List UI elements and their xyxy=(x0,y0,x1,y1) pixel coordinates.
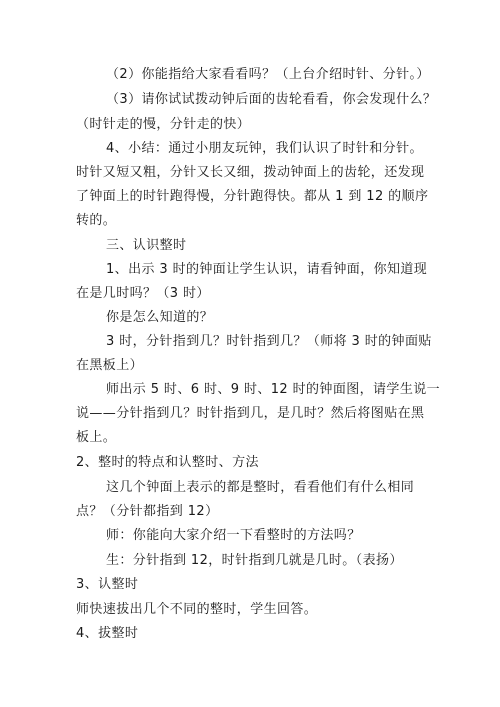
text-line-12: 3 时，分针指到几？时针指到几？（师将 3 时的钟面贴 xyxy=(106,334,432,349)
text-line-18: 这几个钟面上表示的都是整时，看看他们有什么相同 xyxy=(106,480,415,495)
text-line-5: 时针又短又粗，分针又长又细，拨动钟面上的齿轮，还发现 xyxy=(76,165,425,180)
text-line-16: 板上。 xyxy=(76,430,117,445)
text-line-4: 4、小结：通过小朋友玩钟，我们认识了时针和分针。 xyxy=(106,141,423,156)
text-line-11: 你是怎么知道的？ xyxy=(106,310,214,325)
text-line-10: 在是几时吗？（3 时） xyxy=(76,286,210,301)
text-line-21: 生：分针指到 12，时针指到几就是几时。（表扬） xyxy=(106,553,403,568)
text-line-23: 师快速拔出几个不同的整时，学生回答。 xyxy=(76,602,318,617)
text-line-13: 在黑板上） xyxy=(76,358,144,373)
text-line-6: 了钟面上的时针跑得慢，分针跑得快。都从 1 到 12 的顺序 xyxy=(76,189,429,204)
text-line-24: 4、拔整时 xyxy=(76,626,139,641)
text-line-22: 3、认整时 xyxy=(76,577,139,592)
text-line-17: 2、整时的特点和认整时、方法 xyxy=(76,455,259,470)
section-heading-3: 三、认识整时 xyxy=(106,238,187,253)
text-line-2: （3）请你试试拨动钟后面的齿轮看看，你会发现什么？ xyxy=(106,92,437,107)
text-line-7: 转的。 xyxy=(76,213,117,228)
text-line-9: 1、出示 3 时的钟面让学生认识，请看钟面，你知道现 xyxy=(106,262,428,277)
text-line-15: 说——分针指到几？时针指到几，是几时？然后将图贴在黑 xyxy=(76,406,425,421)
text-line-14: 师出示 5 时、6 时、9 时、12 时的钟面图，请学生说一 xyxy=(106,382,441,397)
text-line-3: （时针走的慢，分针走的快） xyxy=(76,117,251,132)
text-line-1: （2）你能指给大家看看吗？（上台介绍时针、分针。） xyxy=(106,67,430,82)
text-line-20: 师：你能向大家介绍一下看整时的方法吗？ xyxy=(106,528,361,543)
text-line-19: 点？（分针都指到 12） xyxy=(76,504,219,519)
